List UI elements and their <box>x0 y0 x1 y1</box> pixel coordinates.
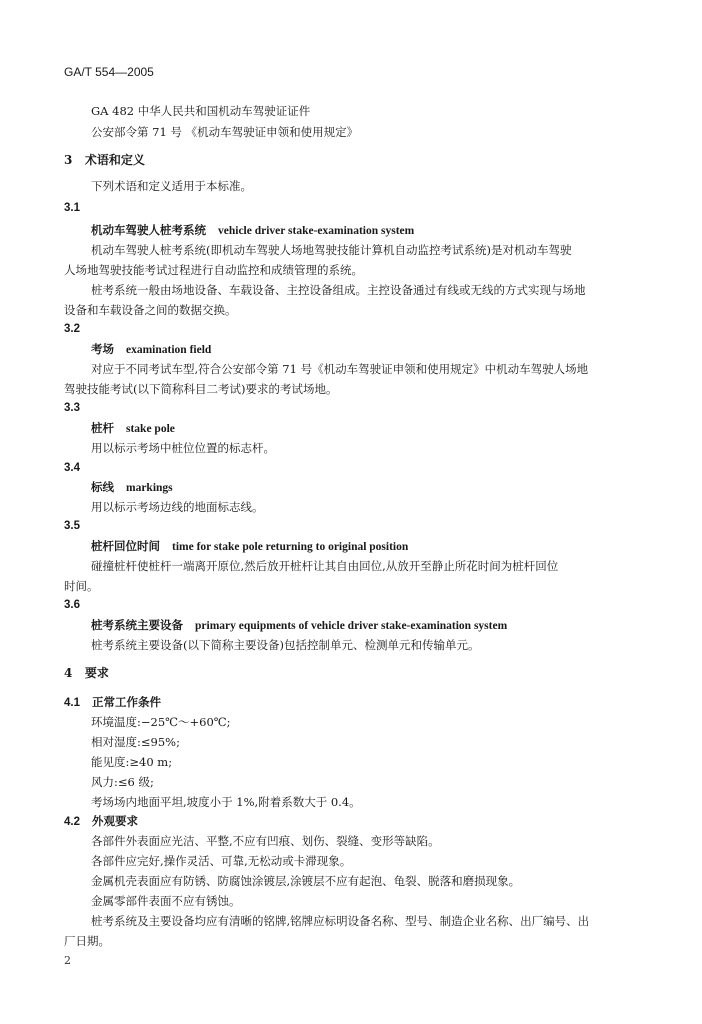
condition-item: 能见度:≥40 m; <box>91 755 173 769</box>
clause-number: 3.4 <box>64 462 80 474</box>
body-line: 桩考系统一般由场地设备、车载设备、主控设备组成。主控设备通过有线或无线的方式实现与场地 <box>91 283 586 297</box>
term-en: time for stake pole returning to original position <box>172 541 409 553</box>
term-en: examination field <box>126 344 212 356</box>
body-line: 人场地驾驶技能考试过程进行自动监控和成绩管理的系统。 <box>64 263 363 277</box>
requirement-item: 金属机壳表面应有防锈、防腐蚀涂镀层,涂镀层不应有起泡、龟裂、脱落和磨损现象。 <box>91 874 521 888</box>
subsection-number: 4.1 <box>64 697 80 709</box>
requirement-item: 金属零部件表面不应有锈蚀。 <box>91 894 241 908</box>
body-line: 桩考系统主要设备(以下简称主要设备)包括控制单元、检测单元和传输单元。 <box>91 638 480 652</box>
page-number: 2 <box>64 954 71 967</box>
section-heading <box>64 665 109 681</box>
term-en: primary equipments of vehicle driver stake-examination system <box>195 620 508 632</box>
subsection-heading <box>64 694 161 711</box>
term-cn: 桩杆 <box>91 421 114 435</box>
term-heading <box>91 479 173 496</box>
term-cn: 标线 <box>91 480 114 494</box>
term-heading <box>91 538 408 555</box>
subsection-title: 外观要求 <box>92 814 139 828</box>
term-cn: 桩杆回位时间 <box>91 539 160 553</box>
reference-line: 公安部令第 71 号 《机动车驾驶证申领和使用规定》 <box>91 125 359 139</box>
term-cn: 桩考系统主要设备 <box>91 618 183 632</box>
requirement-item: 各部件外表面应光洁、平整,不应有凹痕、划伤、裂缝、变形等缺陷。 <box>91 834 440 848</box>
condition-item: 风力:≤6 级; <box>91 775 154 789</box>
body-line: 用以标示考场边线的地面标志线。 <box>91 500 264 514</box>
section-number: 3 <box>64 153 73 167</box>
clause-number: 3.3 <box>64 402 80 414</box>
condition-item: 环境温度:−25℃～+60℃; <box>91 715 231 729</box>
clause-number: 3.5 <box>64 520 80 532</box>
reference-line: GA 482 中华人民共和国机动车驾驶证证件 <box>91 104 311 118</box>
requirement-item: 桩考系统及主要设备均应有清晰的铭牌,铭牌应标明设备名称、型号、制造企业名称、出厂编号、出 <box>91 914 590 928</box>
condition-item: 相对湿度:≤95%; <box>91 735 180 749</box>
term-cn: 机动车驾驶人桩考系统 <box>91 223 206 237</box>
term-cn: 考场 <box>91 342 114 356</box>
section-number: 4 <box>64 666 73 680</box>
requirement-item: 各部件应完好,操作灵活、可靠,无松动或卡滞现象。 <box>91 854 352 868</box>
body-line: 对应于不同考试车型,符合公安部令第 71 号《机动车驾驶证申领和使用规定》中机动车驾驶人场地 <box>91 362 589 376</box>
body-line: 机动车驾驶人桩考系统(即机动车驾驶人场地驾驶技能计算机自动监控考试系统)是对机动车驾驶 <box>91 243 572 257</box>
section-heading <box>64 152 145 168</box>
standard-code: GA/T 554—2005 <box>64 65 154 79</box>
body-line: 碰撞桩杆使桩杆一端离开原位,然后放开桩杆让其自由回位,从放开至静止所花时间为桩杆回位 <box>91 559 559 573</box>
clause-number: 3.1 <box>64 202 80 214</box>
term-en: markings <box>126 482 173 494</box>
term-en: vehicle driver stake-examination system <box>218 225 415 237</box>
section-intro: 下列术语和定义适用于本标准。 <box>91 179 252 193</box>
term-heading <box>91 617 507 634</box>
term-heading <box>91 341 211 358</box>
body-line: 时间。 <box>64 579 99 593</box>
body-line: 驾驶技能考试(以下简称科目二考试)要求的考试场地。 <box>64 382 338 396</box>
term-en: stake pole <box>126 423 175 435</box>
subsection-heading <box>64 813 138 830</box>
section-title: 要求 <box>84 666 109 680</box>
section-title: 术语和定义 <box>84 153 145 167</box>
clause-number: 3.2 <box>64 323 80 335</box>
subsection-title: 正常工作条件 <box>92 695 162 709</box>
subsection-number: 4.2 <box>64 816 80 828</box>
clause-number: 3.6 <box>64 599 80 611</box>
body-line: 用以标示考场中桩位位置的标志杆。 <box>91 441 275 455</box>
term-heading <box>91 420 175 437</box>
requirement-item: 厂日期。 <box>64 934 110 948</box>
body-line: 设备和车载设备之间的数据交换。 <box>64 303 237 317</box>
term-heading <box>91 222 414 239</box>
condition-item: 考场场内地面平坦,坡度小于 1%,附着系数大于 0.4。 <box>91 795 361 809</box>
